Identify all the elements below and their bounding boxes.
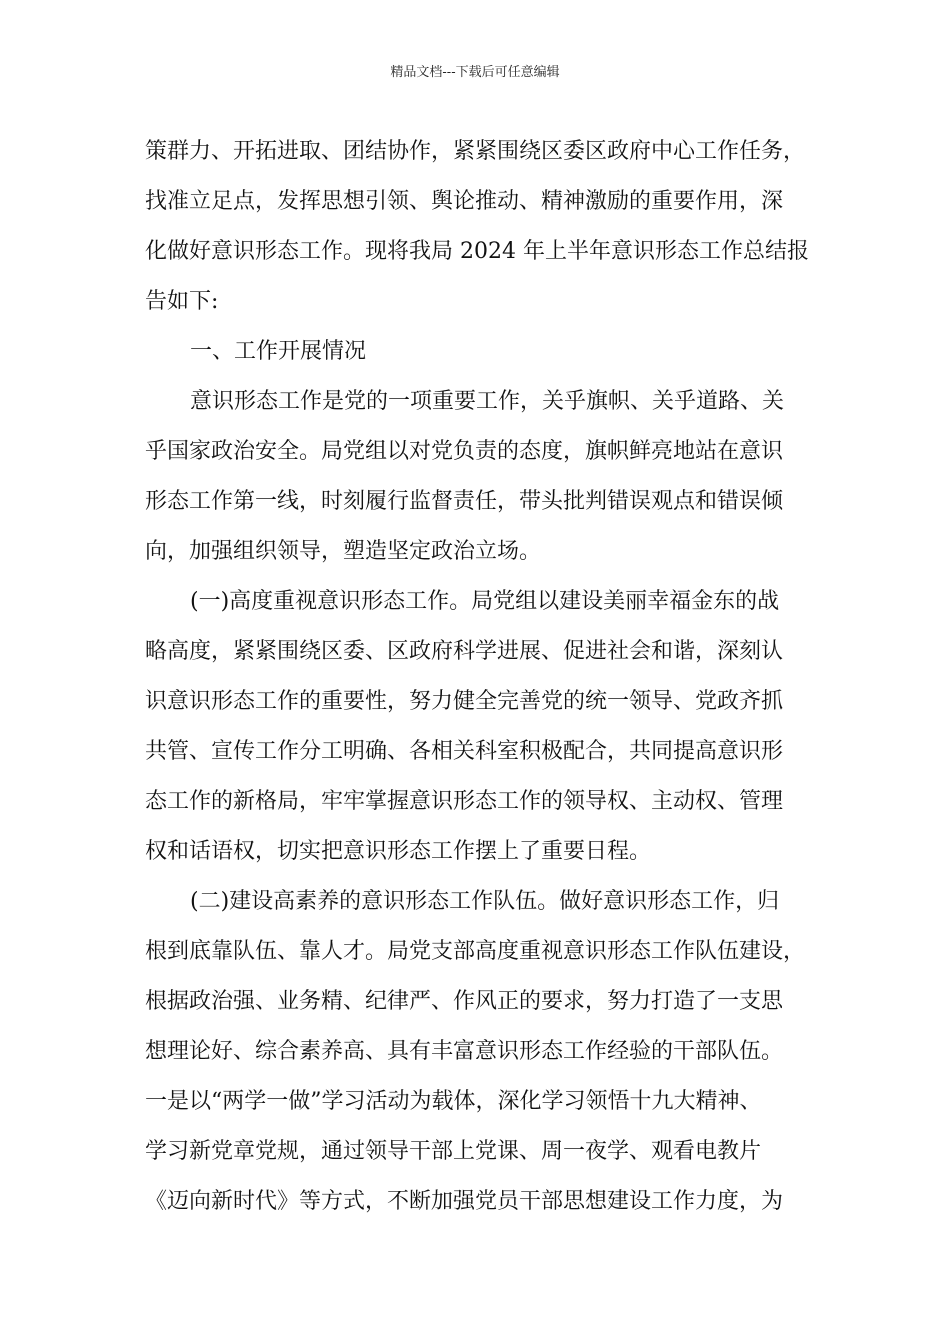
text-line: 权和话语权，切实把意识形态工作摆上了重要日程。 [145, 839, 652, 864]
text-line: 根据政治强、业务精、纪律严、作风正的要求，努力打造了一支思 [145, 989, 784, 1014]
text-line: 向，加强组织领导，塑造坚定政治立场。 [145, 539, 542, 564]
text-line: 找准立足点，发挥思想引领、舆论推动、精神激励的重要作用，深 [145, 189, 784, 214]
text-line: 乎国家政治安全。局党组以对党负责的态度，旗帜鲜亮地站在意识 [145, 439, 784, 464]
text-line: 策群力、开拓进取、团结协作，紧紧围绕区委区政府中心工作任务， [145, 139, 806, 164]
text-line: 一、工作开展情况 [190, 339, 367, 364]
page-header: 精品文档---下载后可任意编辑 [390, 65, 560, 80]
text-line: 一是以“两学一做”学习活动为载体，深化学习领悟十九大精神、 [145, 1089, 762, 1114]
document-body [145, 127, 810, 1227]
text-line: 态工作的新格局，牢牢掌握意识形态工作的领导权、主动权、管理 [145, 789, 784, 814]
text-line: 意识形态工作是党的一项重要工作，关乎旗帜、关乎道路、关 [190, 389, 785, 414]
text-line: 化做好意识形态工作。现将我局 2024 年上半年意识形态工作总结报 [145, 239, 809, 264]
text-line: 告如下: [145, 289, 219, 314]
text-line: 共管、宣传工作分工明确、各相关科室积极配合，共同提高意识形 [145, 739, 784, 764]
text-line: 识意识形态工作的重要性，努力健全完善党的统一领导、党政齐抓 [145, 689, 784, 714]
text-line: 想理论好、综合素养高、具有丰富意识形态工作经验的干部队伍。 [145, 1039, 784, 1064]
text-line: (一)高度重视意识形态工作。局党组以建设美丽幸福金东的战 [190, 589, 780, 614]
text-line: 《迈向新时代》等方式，不断加强党员干部思想建设工作力度，为 [145, 1189, 784, 1214]
text-line: 根到底靠队伍、靠人才。局党支部高度重视意识形态工作队伍建设， [145, 939, 806, 964]
text-line: 学习新党章党规，通过领导干部上党课、周一夜学、观看电教片 [145, 1139, 762, 1164]
text-line: 略高度，紧紧围绕区委、区政府科学进展、促进社会和谐，深刻认 [145, 639, 784, 664]
text-line: (二)建设高素养的意识形态工作队伍。做好意识形态工作，归 [190, 889, 780, 914]
text-line: 形态工作第一线，时刻履行监督责任，带头批判错误观点和错误倾 [145, 489, 784, 514]
